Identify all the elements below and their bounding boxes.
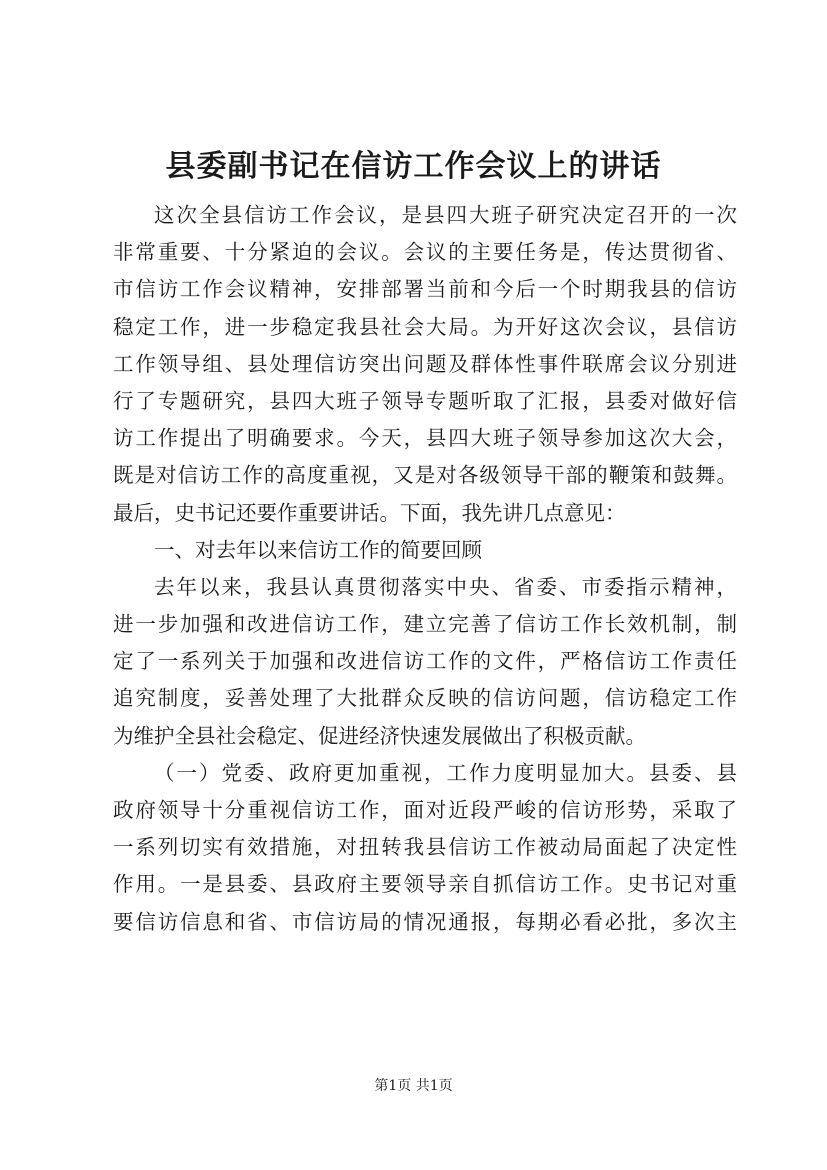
text-line: 最后，史书记还要作重要讲话。下面，我先讲几点意见： bbox=[113, 500, 626, 525]
text-line: 非常重要、十分紧迫的会议。会议的主要任务是，传达贯彻省、 bbox=[113, 240, 737, 265]
text-line: 访工作提出了明确要求。今天，县四大班子领导参加这次大会， bbox=[113, 426, 737, 451]
document-title: 县委副书记在信访工作会议上的讲话 bbox=[165, 149, 662, 184]
text-line: 行了专题研究，县四大班子领导专题听取了汇报，县委对做好信 bbox=[113, 388, 737, 413]
text-line: 为维护全县社会稳定、促进经济快速发展做出了积极贡献。 bbox=[113, 723, 646, 748]
text-line: 一、对去年以来信访工作的简要回顾 bbox=[154, 537, 482, 562]
text-line: 稳定工作，进一步稳定我县社会大局。为开好这次会议，县信访 bbox=[113, 314, 737, 339]
text-line: 政府领导十分重视信访工作，面对近段严峻的信访形势，采取了 bbox=[113, 798, 737, 822]
text-line: 市信访工作会议精神，安排部署当前和今后一个时期我县的信访 bbox=[113, 277, 737, 302]
text-line: 追究制度，妥善处理了大批群众反映的信访问题，信访稳定工作 bbox=[113, 686, 737, 711]
page-footer: 第1页 共1页 bbox=[374, 1078, 453, 1094]
text-line: 工作领导组、县处理信访突出问题及群体性事件联席会议分别进 bbox=[113, 351, 737, 376]
text-line: 作用。一是县委、县政府主要领导亲自抓信访工作。史书记对重 bbox=[113, 872, 737, 897]
text-line: 定了一系列关于加强和改进信访工作的文件，严格信访工作责任 bbox=[113, 649, 737, 674]
text-line: 去年以来，我县认真贯彻落实中央、省委、市委指示精神， bbox=[154, 574, 737, 599]
text-line: 一系列切实有效措施，对扭转我县信访工作被动局面起了决定性 bbox=[113, 835, 737, 860]
text-line: （一）党委、政府更加重视，工作力度明显加大。县委、县 bbox=[154, 760, 737, 785]
text-line: 要信访信息和省、市信访局的情况通报，每期必看必批，多次主 bbox=[113, 909, 737, 934]
text-line: 进一步加强和改进信访工作，建立完善了信访工作长效机制，制 bbox=[113, 612, 737, 637]
text-line: 既是对信访工作的高度重视，又是对各级领导干部的鞭策和鼓舞。 bbox=[113, 463, 737, 488]
document-body bbox=[113, 197, 737, 941]
text-line: 这次全县信访工作会议，是县四大班子研究决定召开的一次 bbox=[154, 203, 737, 227]
